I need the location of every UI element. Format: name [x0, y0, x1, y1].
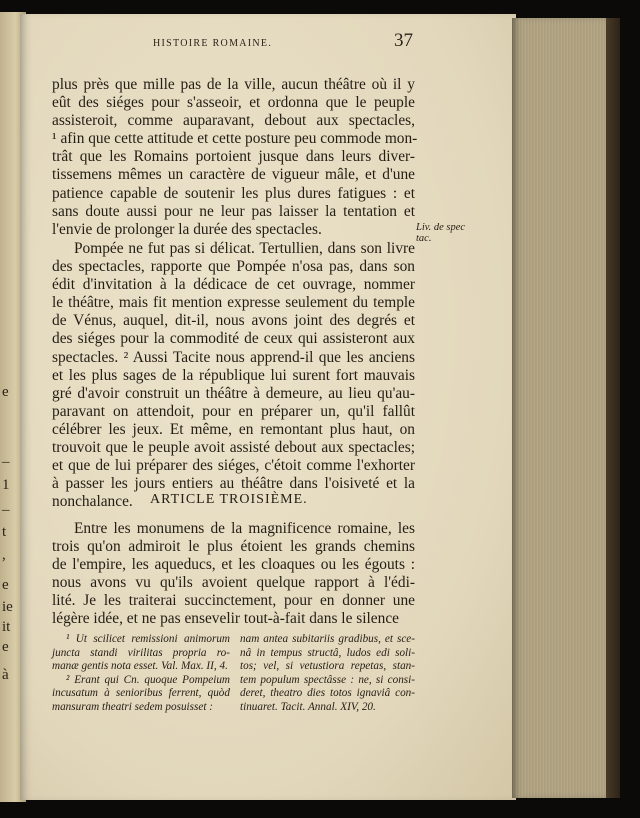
text-line: assisteroit, comme auparavant, debout aux spectacles, — [52, 112, 415, 130]
previous-page-text-fragment: e — [2, 639, 9, 655]
text-line: spectacles. ² Aussi Tacite nous apprend-il que les anciens — [52, 348, 415, 366]
previous-page-text-fragment: e — [2, 384, 9, 400]
running-head: HISTOIRE ROMAINE. — [153, 38, 273, 49]
text-line: tos; vel, si vetustiora repetas, stan- — [240, 660, 415, 673]
paragraph-3 — [52, 520, 415, 629]
text-line: trois qu'on admiroit le plus étoient les grands chemins — [52, 538, 415, 556]
text-line: trouvoit que le peuple avoit assisté debout aux spectacles; — [52, 439, 415, 457]
text-line: nam antea subitariis gradibus, et sce- — [240, 633, 415, 645]
text-line: célébrer les jeux. Et même, en remontant plus haut, on — [52, 420, 415, 438]
text-line: tem populum spectâsse : ne, si consi- — [240, 673, 415, 686]
text-line: à passer les jours entiers au théâtre dans l'oisiveté et la — [52, 475, 415, 493]
book-cover-edge — [606, 18, 620, 798]
text-line: gré d'avoir construit un théâtre à demeure, au lieu qu'au- — [52, 384, 415, 402]
text-line: lité. Je les traiterai succinctement, pour en donner une — [52, 592, 415, 610]
text-line: et les plus sages de la république lui surent fort mauvais — [52, 366, 415, 384]
page-block-edges — [512, 18, 620, 798]
text-line: nâ in tempus structâ, ludos edi soli- — [240, 646, 415, 659]
text-line: ¹ Ut scilicet remissioni animorum — [66, 633, 230, 645]
text-line: des spectacles, rapporte que Pompée n'osa pas, dans son — [52, 258, 415, 276]
text-line: deret, theatro dies totos ignaviâ con- — [240, 687, 415, 700]
text-line: Pompée ne fut pas si délicat. Tertullien, dans son livre — [74, 240, 415, 257]
text-line: l'envie de prolonger la durée des spectacles. — [52, 220, 322, 238]
text-line: paravant on attendoit, pour en préparer un, qu'il fallût — [52, 402, 415, 420]
text-line: tinuaret. Tacit. Annal. XIV, 20. — [240, 700, 376, 713]
marginal-note — [416, 222, 486, 244]
text-line: ² Erant qui Cn. quoque Pompeium — [66, 673, 230, 686]
text-line: Entre les monumens de la magnificence romaine, les — [74, 520, 415, 537]
text-line: eût des siéges pour s'asseoir, et ordonna que le peuple — [52, 94, 415, 112]
paragraph-1 — [52, 76, 418, 239]
paragraph-2 — [52, 240, 415, 511]
text-line: incusatum à senioribus ferrent, quòd — [52, 687, 230, 700]
text-line: de l'empire, les aqueducs, et les cloaques ou les égouts : — [52, 556, 415, 574]
text-line: juncta standi virilitas propria ro- — [52, 646, 230, 659]
text-line: légère idée, et ne pas ensevelir tout-à-fait dans le silence — [52, 610, 399, 628]
previous-page-text-fragment: – — [2, 454, 10, 470]
text-line: de Vénus, auquel, dit-il, nous avons joint des degrés et — [52, 312, 415, 330]
text-line: sans doute aussi pour ne leur pas laisser la tentation et — [52, 202, 415, 220]
text-line: manæ gentis nota esset. Val. Max. II, 4. — [52, 660, 228, 673]
text-line: des siéges pour la commodité de ceux qui assisteront aux — [52, 330, 415, 348]
footnotes-right — [240, 633, 415, 715]
previous-page-text-fragment: – — [2, 502, 10, 518]
previous-page-text-fragment: , — [2, 547, 6, 563]
text-line: patience capable de soutenir les plus dures fatigues : et — [52, 184, 415, 202]
previous-page-text-fragment: ie — [2, 599, 13, 615]
previous-page-text-fragment: à — [2, 667, 9, 683]
previous-page-text-fragment: 1 — [2, 477, 10, 493]
text-line: plus près que mille pas de la ville, aucun théâtre où il y — [52, 76, 415, 93]
previous-page-text-fragment: e — [2, 577, 9, 593]
section-heading: ARTICLE TROISIÈME. — [150, 492, 308, 507]
text-line: ¹ afin que cette attitude et cette posture peu commode mon- — [52, 130, 418, 148]
marginal-note-line: tac. — [416, 233, 432, 244]
page-number: 37 — [394, 30, 413, 51]
text-line: nous avons vu qu'ils avoient quelque rapport à l'édi- — [52, 574, 415, 592]
text-line: le théâtre, mais fit mention expresse seulement du temple — [52, 294, 415, 312]
text-line: trât que les Romains portoient jusque dans leurs diver- — [52, 148, 415, 166]
previous-page-text-fragment: it — [2, 619, 11, 635]
text-line: mansuram theatri sedem posuisset : — [52, 700, 213, 713]
text-line: nonchalance. — [52, 493, 133, 511]
text-line: édit d'invitation à la dédicace de cet ouvrage, nommer — [52, 276, 415, 294]
previous-page-text-fragment: t — [2, 524, 7, 540]
marginal-note-line: Liv. de spec — [416, 222, 466, 233]
text-line: et que de lui préparer des siéges, c'étoit comme l'exhorter — [52, 457, 415, 475]
text-line: tissemens mêmes un caractère de vigueur mâle, et d'une — [52, 166, 415, 184]
footnotes-left — [52, 633, 230, 715]
